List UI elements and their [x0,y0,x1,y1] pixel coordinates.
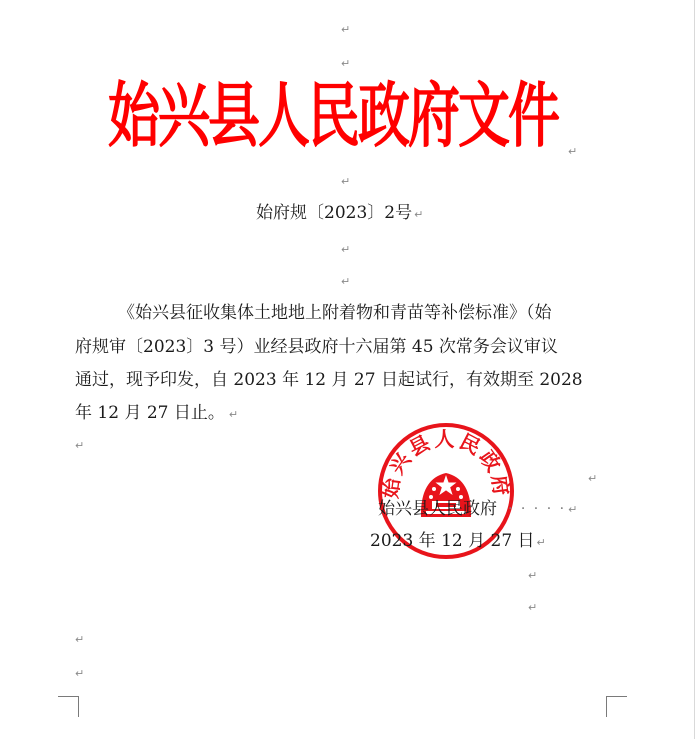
tab-leader-dots: · · · · · ↵ [508,501,580,517]
body-line-4-text: 年 12 月 27 日止。 [75,403,225,423]
paragraph-mark: ↵ [568,503,580,516]
paragraph-mark: ↵ [75,667,85,680]
seal-text: 始兴县人民政府 [378,426,514,500]
paragraph-mark: ↵ [414,208,424,221]
paragraph-mark: ↵ [528,569,538,582]
paragraph-mark: ↵ [341,57,351,70]
paragraph-mark: ↵ [228,408,239,421]
paragraph-mark: ↵ [341,23,351,36]
body-line-3: 通过，现予印发，自 2023 年 12 月 27 日起试行，有效期至 2028 [75,370,583,390]
paragraph-mark: ↵ [588,472,598,485]
body-line-2: 府规审〔2023〕3 号）业经县政府十六届第 45 次常务会议审议 [75,337,558,357]
paragraph-mark: ↵ [536,536,546,549]
paragraph-mark: ↵ [568,145,578,158]
body-line-1: 《始兴县征收集体土地地上附着物和青苗等补偿标准》（始 [118,303,552,323]
page-edge [694,0,695,739]
paragraph-mark: ↵ [341,243,351,256]
signature-date-text: 2023 年 12 月 27 日 [370,531,535,551]
document-masthead: 始兴县人民政府文件 [108,75,559,158]
paragraph-mark: ↵ [75,439,85,452]
signature-organization: 始兴县人民政府 [378,499,497,519]
margin-corner-bottom-left [58,696,79,717]
body-line-4 [75,402,238,424]
paragraph-mark: ↵ [528,601,538,614]
document-number [256,202,423,224]
document-number-text: 始府规〔2023〕2号 [256,203,413,223]
signature-date [370,530,546,552]
margin-corner-bottom-right [606,696,627,717]
paragraph-mark: ↵ [75,633,85,646]
paragraph-mark: ↵ [341,175,351,188]
paragraph-mark: ↵ [341,275,351,288]
